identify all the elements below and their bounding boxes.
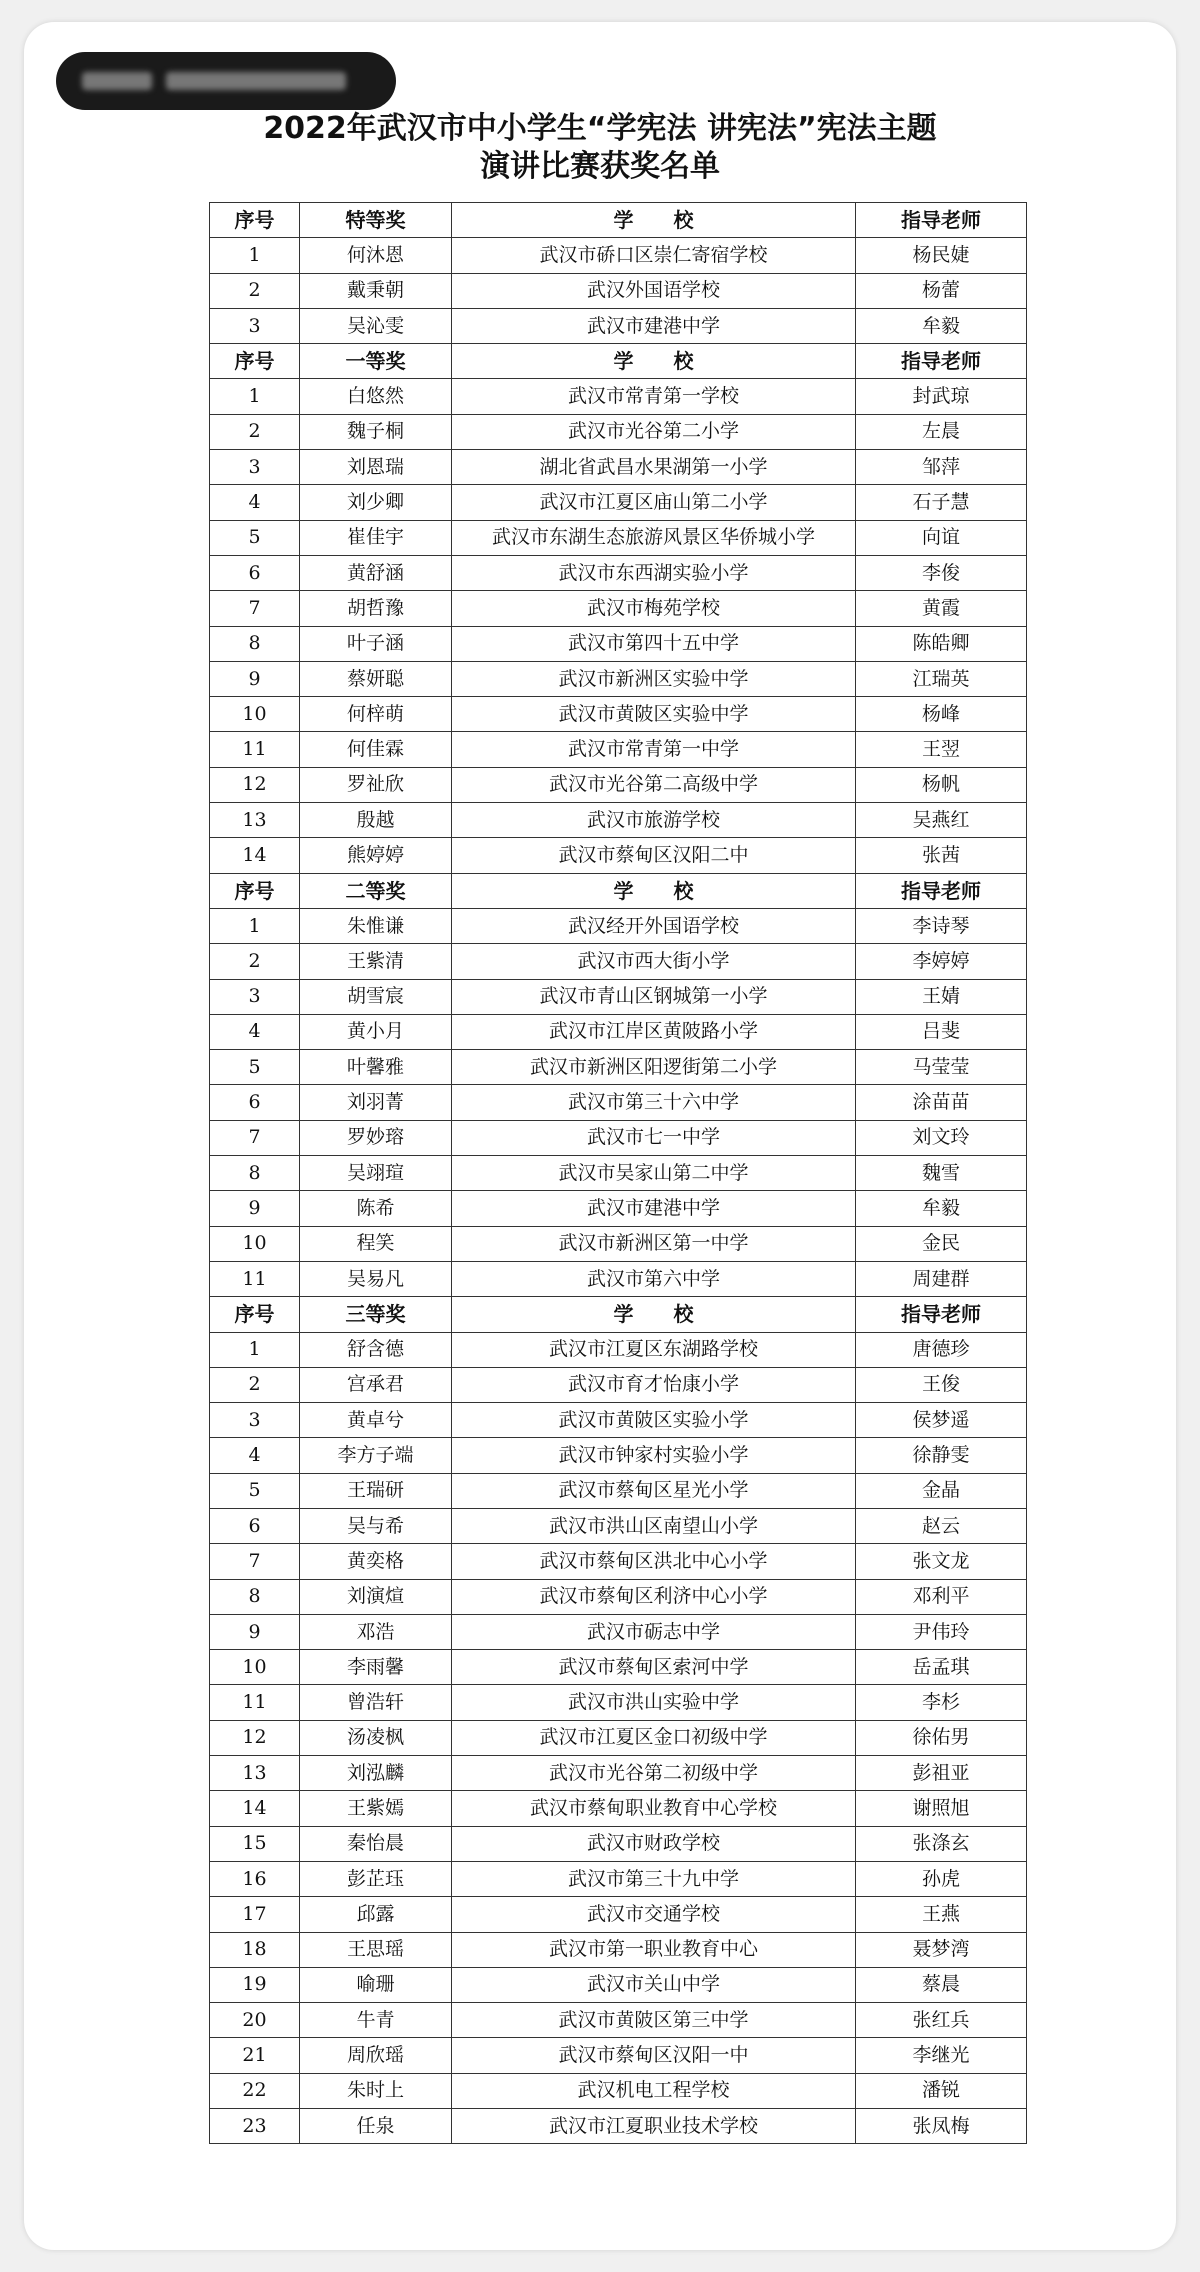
cell-teacher: 李俊 [856, 555, 1027, 590]
cell-no: 6 [210, 555, 300, 590]
cell-no: 9 [210, 1614, 300, 1649]
cell-name: 罗祉欣 [300, 767, 452, 802]
cell-teacher: 李杉 [856, 1685, 1027, 1720]
table-row [210, 1120, 1027, 1155]
cell-teacher: 封武琼 [856, 379, 1027, 414]
cell-name: 吴易凡 [300, 1261, 452, 1296]
cell-school: 武汉市第六中学 [452, 1261, 856, 1296]
header-award: 一等奖 [300, 344, 452, 379]
cell-school: 武汉外国语学校 [452, 273, 856, 308]
cell-teacher: 杨民婕 [856, 238, 1027, 273]
cell-teacher: 张红兵 [856, 2003, 1027, 2038]
table-row [210, 379, 1027, 414]
cell-school: 武汉市江夏区金口初级中学 [452, 1720, 856, 1755]
cell-no: 7 [210, 1544, 300, 1579]
cell-school: 武汉市硚口区崇仁寄宿学校 [452, 238, 856, 273]
cell-no: 12 [210, 1720, 300, 1755]
cell-no: 9 [210, 1191, 300, 1226]
cell-name: 刘泓麟 [300, 1756, 452, 1791]
cell-name: 吴翊瑄 [300, 1156, 452, 1191]
cell-name: 黄卓兮 [300, 1403, 452, 1438]
cell-school: 武汉市第四十五中学 [452, 626, 856, 661]
section-header-row [210, 873, 1027, 908]
cell-name: 朱时上 [300, 2073, 452, 2108]
section-header-row [210, 1297, 1027, 1332]
cell-no: 11 [210, 732, 300, 767]
cell-no: 1 [210, 1332, 300, 1367]
cell-name: 宫承君 [300, 1367, 452, 1402]
table-row [210, 2109, 1027, 2144]
cell-teacher: 唐德珍 [856, 1332, 1027, 1367]
cell-no: 4 [210, 485, 300, 520]
cell-school: 武汉市新洲区第一中学 [452, 1226, 856, 1261]
table-row [210, 1756, 1027, 1791]
table-row [210, 414, 1027, 449]
cell-teacher: 侯梦遥 [856, 1403, 1027, 1438]
header-award: 二等奖 [300, 873, 452, 908]
cell-school: 武汉市蔡甸区汉阳一中 [452, 2038, 856, 2073]
cell-no: 12 [210, 767, 300, 802]
cell-no: 18 [210, 1932, 300, 1967]
cell-school: 武汉市青山区钢城第一小学 [452, 979, 856, 1014]
header-no: 序号 [210, 203, 300, 238]
page-subtitle: 演讲比赛获奖名单 [480, 149, 720, 184]
cell-school: 武汉市东湖生态旅游风景区华侨城小学 [452, 520, 856, 555]
cell-school: 武汉市光谷第二初级中学 [452, 1756, 856, 1791]
cell-teacher: 徐佑男 [856, 1720, 1027, 1755]
table-row [210, 485, 1027, 520]
table-row [210, 2073, 1027, 2108]
cell-name: 罗妙瑢 [300, 1120, 452, 1155]
cell-teacher: 马莹莹 [856, 1050, 1027, 1085]
table-row [210, 1332, 1027, 1367]
table-row [210, 1897, 1027, 1932]
header-teacher: 指导老师 [856, 873, 1027, 908]
cell-no: 10 [210, 1226, 300, 1261]
cell-teacher: 王燕 [856, 1897, 1027, 1932]
cell-name: 朱惟谦 [300, 908, 452, 943]
header-school: 学 校 [452, 873, 856, 908]
cell-school: 武汉市吴家山第二中学 [452, 1156, 856, 1191]
header-teacher: 指导老师 [856, 203, 1027, 238]
table-row [210, 1826, 1027, 1861]
cell-name: 魏子桐 [300, 414, 452, 449]
award-table [209, 202, 1027, 2144]
cell-teacher: 杨帆 [856, 767, 1027, 802]
table-row [210, 273, 1027, 308]
cell-name: 叶馨雅 [300, 1050, 452, 1085]
cell-no: 23 [210, 2109, 300, 2144]
cell-teacher: 金民 [856, 1226, 1027, 1261]
cell-no: 14 [210, 1791, 300, 1826]
header-teacher: 指导老师 [856, 344, 1027, 379]
cell-no: 4 [210, 1438, 300, 1473]
cell-no: 8 [210, 1579, 300, 1614]
table-row [210, 1367, 1027, 1402]
cell-name: 崔佳宇 [300, 520, 452, 555]
table-row [210, 1014, 1027, 1049]
cell-name: 黄奕格 [300, 1544, 452, 1579]
cell-teacher: 彭祖亚 [856, 1756, 1027, 1791]
cell-name: 李雨馨 [300, 1650, 452, 1685]
cell-teacher: 尹伟玲 [856, 1614, 1027, 1649]
cell-teacher: 李诗琴 [856, 908, 1027, 943]
table-row [210, 1438, 1027, 1473]
blurred-source-tag [56, 52, 396, 110]
cell-name: 戴秉朝 [300, 273, 452, 308]
table-row [210, 1191, 1027, 1226]
cell-school: 武汉市蔡甸区洪北中心小学 [452, 1544, 856, 1579]
cell-name: 叶子涵 [300, 626, 452, 661]
table-row [210, 1685, 1027, 1720]
table-row [210, 767, 1027, 802]
cell-name: 秦怡晨 [300, 1826, 452, 1861]
cell-school: 武汉市蔡甸职业教育中心学校 [452, 1791, 856, 1826]
cell-name: 刘羽菁 [300, 1085, 452, 1120]
cell-school: 武汉市东西湖实验小学 [452, 555, 856, 590]
cell-name: 王瑞研 [300, 1473, 452, 1508]
cell-no: 3 [210, 308, 300, 343]
cell-teacher: 张茜 [856, 838, 1027, 873]
cell-school: 武汉市交通学校 [452, 1897, 856, 1932]
blur-block [166, 72, 346, 90]
cell-teacher: 左晨 [856, 414, 1027, 449]
cell-teacher: 杨蕾 [856, 273, 1027, 308]
table-row [210, 1261, 1027, 1296]
header-school: 学 校 [452, 344, 856, 379]
cell-no: 17 [210, 1897, 300, 1932]
header-school: 学 校 [452, 203, 856, 238]
cell-name: 熊婷婷 [300, 838, 452, 873]
cell-teacher: 金晶 [856, 1473, 1027, 1508]
cell-teacher: 李继光 [856, 2038, 1027, 2073]
cell-school: 武汉经开外国语学校 [452, 908, 856, 943]
cell-no: 3 [210, 1403, 300, 1438]
cell-teacher: 王婧 [856, 979, 1027, 1014]
cell-no: 22 [210, 2073, 300, 2108]
cell-no: 7 [210, 1120, 300, 1155]
table-row [210, 1932, 1027, 1967]
cell-school: 武汉市蔡甸区汉阳二中 [452, 838, 856, 873]
table-row [210, 520, 1027, 555]
cell-teacher: 陈皓卿 [856, 626, 1027, 661]
table-row [210, 661, 1027, 696]
cell-name: 胡雪宸 [300, 979, 452, 1014]
cell-teacher: 江瑞英 [856, 661, 1027, 696]
cell-no: 5 [210, 1050, 300, 1085]
cell-school: 武汉市蔡甸区利济中心小学 [452, 1579, 856, 1614]
cell-no: 16 [210, 1861, 300, 1896]
cell-teacher: 刘文玲 [856, 1120, 1027, 1155]
table-row [210, 238, 1027, 273]
table-row [210, 1791, 1027, 1826]
cell-no: 5 [210, 1473, 300, 1508]
table-row [210, 1226, 1027, 1261]
cell-teacher: 魏雪 [856, 1156, 1027, 1191]
cell-school: 武汉市西大街小学 [452, 944, 856, 979]
cell-school: 武汉市育才怡康小学 [452, 1367, 856, 1402]
cell-name: 吴与希 [300, 1508, 452, 1543]
cell-school: 武汉市建港中学 [452, 1191, 856, 1226]
cell-name: 胡哲豫 [300, 591, 452, 626]
cell-name: 汤凌枫 [300, 1720, 452, 1755]
cell-teacher: 牟毅 [856, 1191, 1027, 1226]
cell-school: 武汉市常青第一中学 [452, 732, 856, 767]
cell-school: 武汉市洪山实验中学 [452, 1685, 856, 1720]
cell-school: 武汉市江夏区东湖路学校 [452, 1332, 856, 1367]
cell-teacher: 徐静雯 [856, 1438, 1027, 1473]
cell-school: 武汉市新洲区阳逻街第二小学 [452, 1050, 856, 1085]
cell-name: 刘恩瑞 [300, 450, 452, 485]
cell-no: 3 [210, 979, 300, 1014]
table-row [210, 944, 1027, 979]
cell-no: 2 [210, 1367, 300, 1402]
cell-teacher: 赵云 [856, 1508, 1027, 1543]
table-row [210, 1614, 1027, 1649]
section-header-row [210, 344, 1027, 379]
cell-name: 舒含德 [300, 1332, 452, 1367]
cell-name: 吴沁雯 [300, 308, 452, 343]
cell-teacher: 张涤玄 [856, 1826, 1027, 1861]
cell-name: 黄舒涵 [300, 555, 452, 590]
cell-no: 21 [210, 2038, 300, 2073]
cell-name: 何梓萌 [300, 697, 452, 732]
table-row [210, 697, 1027, 732]
cell-school: 武汉市江岸区黄陂路小学 [452, 1014, 856, 1049]
cell-name: 曾浩轩 [300, 1685, 452, 1720]
blur-block [82, 72, 152, 90]
header-teacher: 指导老师 [856, 1297, 1027, 1332]
table-row [210, 908, 1027, 943]
cell-school: 武汉市光谷第二小学 [452, 414, 856, 449]
cell-school: 武汉市建港中学 [452, 308, 856, 343]
cell-no: 6 [210, 1085, 300, 1120]
cell-school: 武汉市江夏区庙山第二小学 [452, 485, 856, 520]
cell-no: 10 [210, 1650, 300, 1685]
cell-school: 武汉市新洲区实验中学 [452, 661, 856, 696]
cell-no: 5 [210, 520, 300, 555]
table-row [210, 1156, 1027, 1191]
header-award: 三等奖 [300, 1297, 452, 1332]
cell-no: 13 [210, 1756, 300, 1791]
cell-name: 李方子端 [300, 1438, 452, 1473]
header-no: 序号 [210, 344, 300, 379]
cell-teacher: 石子慧 [856, 485, 1027, 520]
cell-no: 2 [210, 414, 300, 449]
cell-school: 武汉市黄陂区实验中学 [452, 697, 856, 732]
cell-teacher: 向谊 [856, 520, 1027, 555]
table-row [210, 1050, 1027, 1085]
cell-name: 黄小月 [300, 1014, 452, 1049]
cell-name: 蔡妍聪 [300, 661, 452, 696]
cell-no: 9 [210, 661, 300, 696]
cell-no: 8 [210, 1156, 300, 1191]
cell-teacher: 蔡晨 [856, 1967, 1027, 2002]
cell-name: 何沐恩 [300, 238, 452, 273]
cell-school: 武汉市蔡甸区索河中学 [452, 1650, 856, 1685]
table-row [210, 2003, 1027, 2038]
cell-name: 白悠然 [300, 379, 452, 414]
cell-teacher: 牟毅 [856, 308, 1027, 343]
header-award: 特等奖 [300, 203, 452, 238]
cell-name: 王紫清 [300, 944, 452, 979]
cell-school: 武汉市旅游学校 [452, 803, 856, 838]
cell-no: 1 [210, 379, 300, 414]
cell-no: 19 [210, 1967, 300, 2002]
cell-teacher: 邹萍 [856, 450, 1027, 485]
cell-teacher: 王翌 [856, 732, 1027, 767]
cell-no: 3 [210, 450, 300, 485]
cell-no: 13 [210, 803, 300, 838]
table-row [210, 1508, 1027, 1543]
cell-school: 武汉市第一职业教育中心 [452, 1932, 856, 1967]
cell-name: 彭芷珏 [300, 1861, 452, 1896]
cell-school: 武汉市七一中学 [452, 1120, 856, 1155]
cell-name: 殷越 [300, 803, 452, 838]
cell-no: 14 [210, 838, 300, 873]
cell-teacher: 潘锐 [856, 2073, 1027, 2108]
cell-no: 10 [210, 697, 300, 732]
cell-teacher: 聂梦湾 [856, 1932, 1027, 1967]
page-title: 2022年武汉市中小学生“学宪法 讲宪法”宪法主题 [263, 111, 937, 146]
table-row [210, 838, 1027, 873]
table-row [210, 1544, 1027, 1579]
cell-teacher: 张文龙 [856, 1544, 1027, 1579]
table-row [210, 555, 1027, 590]
cell-name: 邱露 [300, 1897, 452, 1932]
table-row [210, 803, 1027, 838]
cell-school: 武汉市梅苑学校 [452, 591, 856, 626]
cell-no: 1 [210, 238, 300, 273]
table-row [210, 732, 1027, 767]
cell-no: 11 [210, 1261, 300, 1296]
cell-no: 4 [210, 1014, 300, 1049]
cell-name: 邓浩 [300, 1614, 452, 1649]
cell-school: 湖北省武昌水果湖第一小学 [452, 450, 856, 485]
cell-teacher: 孙虎 [856, 1861, 1027, 1896]
cell-name: 周欣瑶 [300, 2038, 452, 2073]
cell-no: 15 [210, 1826, 300, 1861]
cell-name: 喻珊 [300, 1967, 452, 2002]
cell-school: 武汉市常青第一学校 [452, 379, 856, 414]
table-row [210, 1579, 1027, 1614]
cell-school: 武汉市钟家村实验小学 [452, 1438, 856, 1473]
cell-no: 8 [210, 626, 300, 661]
cell-teacher: 吴燕红 [856, 803, 1027, 838]
table-row [210, 626, 1027, 661]
cell-name: 王思瑶 [300, 1932, 452, 1967]
cell-school: 武汉市第三十六中学 [452, 1085, 856, 1120]
cell-name: 刘演煊 [300, 1579, 452, 1614]
cell-name: 陈希 [300, 1191, 452, 1226]
cell-teacher: 邓利平 [856, 1579, 1027, 1614]
table-row [210, 1650, 1027, 1685]
cell-no: 7 [210, 591, 300, 626]
table-row [210, 308, 1027, 343]
cell-no: 2 [210, 944, 300, 979]
table-row [210, 1861, 1027, 1896]
table-row [210, 1085, 1027, 1120]
cell-name: 王紫嫣 [300, 1791, 452, 1826]
header-no: 序号 [210, 1297, 300, 1332]
cell-school: 武汉市黄陂区第三中学 [452, 2003, 856, 2038]
cell-school: 武汉市砺志中学 [452, 1614, 856, 1649]
cell-no: 6 [210, 1508, 300, 1543]
header-school: 学 校 [452, 1297, 856, 1332]
table-row [210, 1720, 1027, 1755]
cell-school: 武汉市洪山区南望山小学 [452, 1508, 856, 1543]
cell-teacher: 岳孟琪 [856, 1650, 1027, 1685]
cell-no: 1 [210, 908, 300, 943]
cell-name: 程笑 [300, 1226, 452, 1261]
table-row [210, 1403, 1027, 1438]
cell-teacher: 涂苗苗 [856, 1085, 1027, 1120]
cell-teacher: 周建群 [856, 1261, 1027, 1296]
table-row [210, 1967, 1027, 2002]
cell-teacher: 黄霞 [856, 591, 1027, 626]
cell-school: 武汉市江夏职业技术学校 [452, 2109, 856, 2144]
cell-teacher: 王俊 [856, 1367, 1027, 1402]
cell-name: 任泉 [300, 2109, 452, 2144]
cell-school: 武汉市第三十九中学 [452, 1861, 856, 1896]
cell-school: 武汉市光谷第二高级中学 [452, 767, 856, 802]
cell-teacher: 谢照旭 [856, 1791, 1027, 1826]
table-row [210, 591, 1027, 626]
cell-name: 何佳霖 [300, 732, 452, 767]
table-row [210, 450, 1027, 485]
table-row [210, 1473, 1027, 1508]
cell-teacher: 杨峰 [856, 697, 1027, 732]
cell-no: 20 [210, 2003, 300, 2038]
cell-name: 牛青 [300, 2003, 452, 2038]
cell-no: 11 [210, 1685, 300, 1720]
cell-teacher: 张凤梅 [856, 2109, 1027, 2144]
cell-school: 武汉市关山中学 [452, 1967, 856, 2002]
cell-school: 武汉市蔡甸区星光小学 [452, 1473, 856, 1508]
header-no: 序号 [210, 873, 300, 908]
cell-name: 刘少卿 [300, 485, 452, 520]
cell-school: 武汉市黄陂区实验小学 [452, 1403, 856, 1438]
cell-school: 武汉市财政学校 [452, 1826, 856, 1861]
table-row [210, 2038, 1027, 2073]
cell-teacher: 吕斐 [856, 1014, 1027, 1049]
section-header-row [210, 203, 1027, 238]
cell-school: 武汉机电工程学校 [452, 2073, 856, 2108]
cell-teacher: 李婷婷 [856, 944, 1027, 979]
table-row [210, 979, 1027, 1014]
cell-no: 2 [210, 273, 300, 308]
